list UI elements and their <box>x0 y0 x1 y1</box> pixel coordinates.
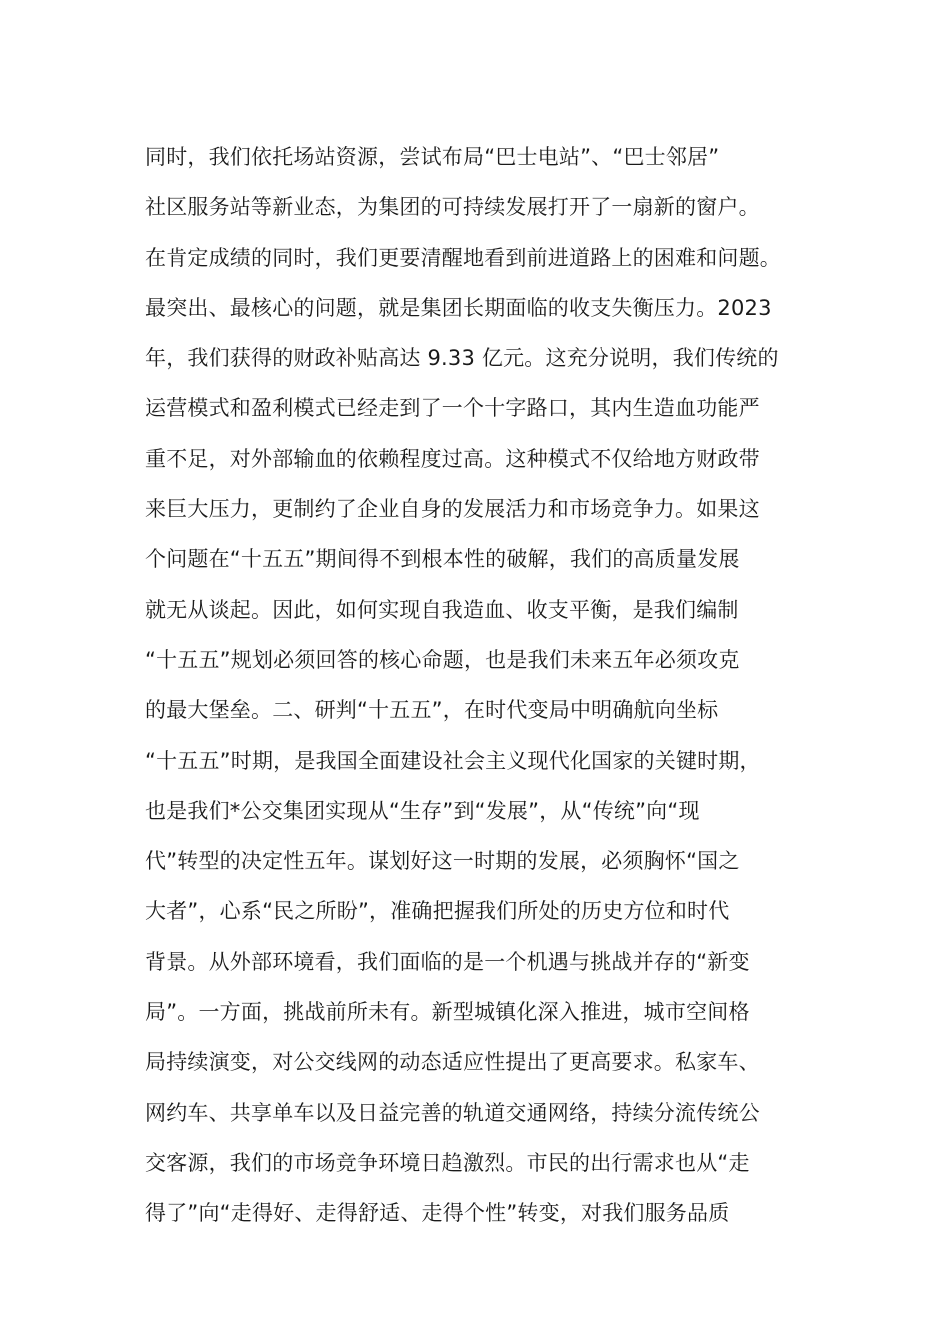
text-line: 运营模式和盈利模式已经走到了一个十字路口，其内生造血功能严 <box>145 396 760 421</box>
text-line: 代”转型的决定性五年。谋划好这一时期的发展，必须胸怀“国之 <box>145 849 740 874</box>
text-line: 大者”，心系“民之所盼”，准确把握我们所处的历史方位和时代 <box>145 899 730 924</box>
text-line: 来巨大压力，更制约了企业自身的发展活力和市场竞争力。如果这 <box>145 497 760 522</box>
text-line: 就无从谈起。因此，如何实现自我造血、收支平衡，是我们编制 <box>145 597 739 622</box>
text-line: 个问题在“十五五”期间得不到根本性的破解，我们的高质量发展 <box>145 547 740 572</box>
text-line: 也是我们*公交集团实现从“生存”到“发展”，从“传统”向“现 <box>145 798 700 823</box>
text-line: 得了”向“走得好、走得舒适、走得个性”转变，对我们服务品质 <box>145 1201 730 1226</box>
text-line: 重不足，对外部输血的依赖程度过高。这种模式不仅给地方财政带 <box>145 446 760 471</box>
body-text <box>145 132 825 1239</box>
text-line: 背景。从外部环境看，我们面临的是一个机遇与挑战并存的“新变 <box>145 949 750 974</box>
text-line: 在肯定成绩的同时，我们更要清醒地看到前进道路上的困难和问题。 <box>145 245 781 270</box>
text-line: 同时，我们依托场站资源，尝试布局“巴士电站”、“巴士邻居” <box>145 145 720 169</box>
text-line: 交客源，我们的市场竞争环境日趋激烈。市民的出行需求也从“走 <box>145 1150 750 1175</box>
text-line: 的最大堡垒。二、研判“十五五”，在时代变局中明确航向坐标 <box>145 698 719 723</box>
text-line: “十五五”规划必须回答的核心命题，也是我们未来五年必须攻克 <box>145 647 740 672</box>
text-line: 局”。一方面，挑战前所未有。新型城镇化深入推进，城市空间格 <box>145 1000 750 1025</box>
text-line: “十五五”时期，是我国全面建设社会主义现代化国家的关键时期， <box>145 748 761 773</box>
text-line: 局持续演变，对公交线网的动态适应性提出了更高要求。私家车、 <box>145 1050 760 1075</box>
text-line: 网约车、共享单车以及日益完善的轨道交通网络，持续分流传统公 <box>145 1100 760 1125</box>
text-line: 年，我们获得的财政补贴高达 9.33 亿元。这充分说明，我们传统的 <box>145 346 779 371</box>
text-line: 社区服务站等新业态，为集团的可持续发展打开了一扇新的窗户。 <box>145 195 760 220</box>
text-line: 最突出、最核心的问题，就是集团长期面临的收支失衡压力。2023 <box>145 295 772 320</box>
